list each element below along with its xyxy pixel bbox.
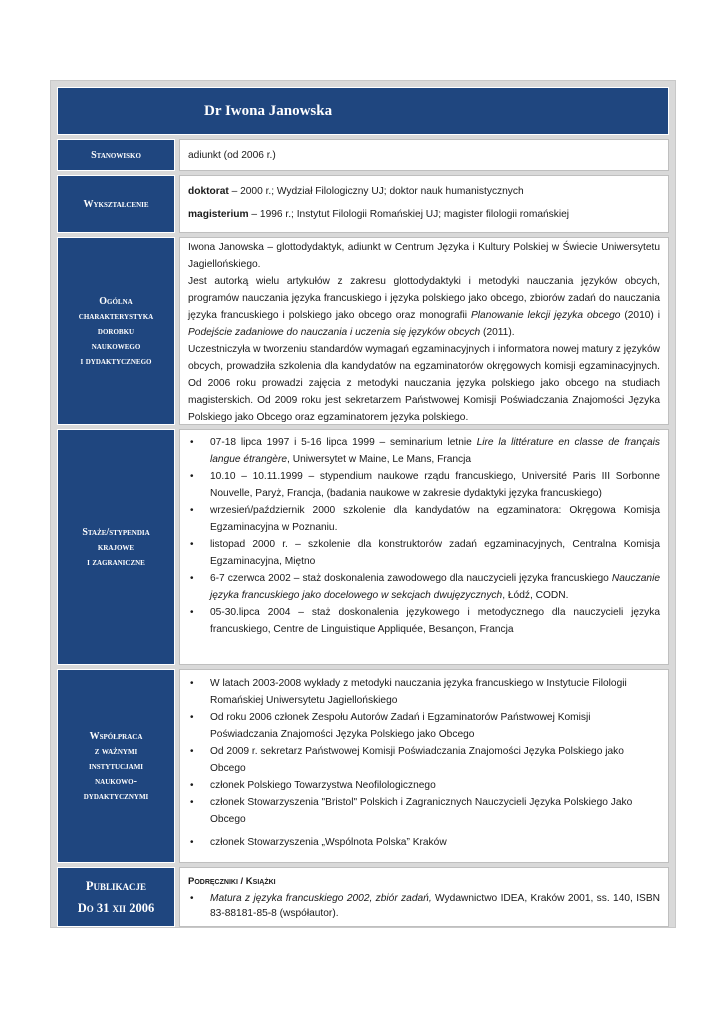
- list-item: • członek Stowarzyszenia „Wspólnota Polska” Kraków: [188, 834, 660, 851]
- list-item: • wrzesień/październik 2000 szkolenie dla kandydatów na egzaminatora: Okręgowa Komisja Egzaminacyjna w Poznaniu.: [188, 502, 660, 536]
- stanowisko-content: [179, 139, 669, 171]
- list-item: • listopad 2000 r. – szkolenie dla konstruktorów zadań egzaminacyjnych, Centralna Komisja Egzaminacyjna, Miętno: [188, 536, 660, 570]
- summary-paragraph: Iwona Janowska – glottodydaktyk, adiunkt w Centrum Języka i Kultury Polskiej w Świecie Uniwersytetu Jagiellońskiego.: [188, 242, 660, 270]
- label-staze: Staże/stypendia krajowe i zagraniczne: [57, 429, 175, 665]
- publikacje-content: [179, 867, 669, 927]
- person-name: Dr Iwona Janowska: [204, 102, 333, 119]
- label-stanowisko: Stanowisko: [57, 139, 175, 171]
- wyksztalcenie-content: [179, 175, 669, 233]
- ogolna-content: [179, 237, 669, 425]
- list-item: • członek Stowarzyszenia "Bristol" Polskich i Zagranicznych Nauczycieli Języka Polskiego Jako Obcego: [188, 794, 660, 828]
- row-publikacje: [57, 867, 669, 927]
- label-publikacje: Publikacje Do 31 xii 2006: [57, 867, 175, 927]
- list-item: • 07-18 lipca 1997 i 5-16 lipca 1999 – seminarium letnie Lire la littérature en classe de français langue étrangère, Uniwersytet w Maine, Le Mans, Francja: [188, 434, 660, 468]
- name-header: [57, 87, 669, 135]
- row-wspolpraca: [57, 669, 669, 863]
- row-wyksztalcenie: [57, 175, 669, 233]
- list-item: • 10.10 – 10.11.1999 – stypendium naukowe rządu francuskiego, Université Paris III Sorbonne Nouvelle, Paryż, Francja, (badania naukowe w zakresie dydaktyki języka francuskiego): [188, 468, 660, 502]
- list-item: • W latach 2003-2008 wykłady z metodyki nauczania języka francuskiego w Instytucie Filologii Romańskiej Uniwersytetu Jagiellońskiego: [188, 675, 660, 709]
- list-item: • 05-30.lipca 2004 – staż doskonalenia językowego i metodycznego dla nauczycieli języka francuskiego, Centre de Linguistique Appliquée, Besançon, Francja: [188, 604, 660, 638]
- cv-frame: [50, 80, 676, 928]
- label-wspolpraca: Współpraca z ważnymi instytucjami naukowo- dydaktycznymi: [57, 669, 175, 863]
- row-ogolna: [57, 237, 669, 425]
- publikacje-subheading: Podręczniki / Książki: [188, 876, 276, 887]
- row-stanowisko: [57, 139, 669, 171]
- education-entry: magisterium – 1996 r.; Instytut Filologii Romańskiej UJ; magister filologii romańskiej: [188, 209, 570, 220]
- summary-paragraph: Jest autorką wielu artykułów z zakresu glottodydaktyki i metodyki nauczania języków obcych, programów nauczania języka francuskiego i języka polskiego jako obcego, zbiorów zadań do nauczania języka francuskiego i polskiego jako obcego oraz monografii Planowanie lekcji języka obcego (2010) i Podejście zadaniowe do nauczania i uczenia się języków obcych (2011).: [188, 276, 660, 338]
- education-entry: doktorat – 2000 r.; Wydział Filologiczny UJ; doktor nauk humanistycznych: [188, 186, 524, 197]
- label-ogolna: Ogólna charakterystyka dorobku naukowego i dydaktycznego: [57, 237, 175, 425]
- wspolpraca-content: [179, 669, 669, 863]
- list-item: • 6-7 czerwca 2002 – staż doskonalenia zawodowego dla nauczycieli języka francuskiego Nauczanie języka francuskiego jako docelowego w sekcjach dwujęzycznych, Łódź, CODN.: [188, 570, 660, 604]
- list-item: • Od roku 2006 członek Zespołu Autorów Zadań i Egzaminatorów Państwowej Komisji Poświadczania Znajomości Języka Polskiego jako Obcego: [188, 709, 660, 743]
- row-staze: [57, 429, 669, 665]
- list-item: • Od 2009 r. sekretarz Państwowej Komisji Poświadczania Znajomości Języka Polskiego jako Obcego: [188, 743, 660, 777]
- list-item: • Matura z języka francuskiego 2002, zbiór zadań, Wydawnictwo IDEA, Kraków 2001, ss. 140, ISBN 83-88181-85-8 (współautor).: [188, 891, 660, 921]
- label-wyksztalcenie: Wykształcenie: [57, 175, 175, 233]
- summary-paragraph: Uczestniczyła w tworzeniu standardów wymagań egzaminacyjnych i informatora nowej matury z języków obcych, prowadziła szkolenia dla kandydatów na egzaminatorów okręgowych komisji egzaminacyjnych. Od 2006 roku prowadzi zajęcia z metodyki nauczania języka polskiego jako obcego na studiach magisterskich. Od 2009 roku jest sekretarzem Państwowej Komisji Poświadczania Znajomości Języka Polskiego jako Obcego oraz egzaminatorem języka polskiego.: [188, 344, 660, 423]
- cv-table: [57, 87, 669, 927]
- stanowisko-value: adiunkt (od 2006 r.): [188, 150, 276, 161]
- staze-content: [179, 429, 669, 665]
- list-item: • członek Polskiego Towarzystwa Neofilologicznego: [188, 777, 660, 794]
